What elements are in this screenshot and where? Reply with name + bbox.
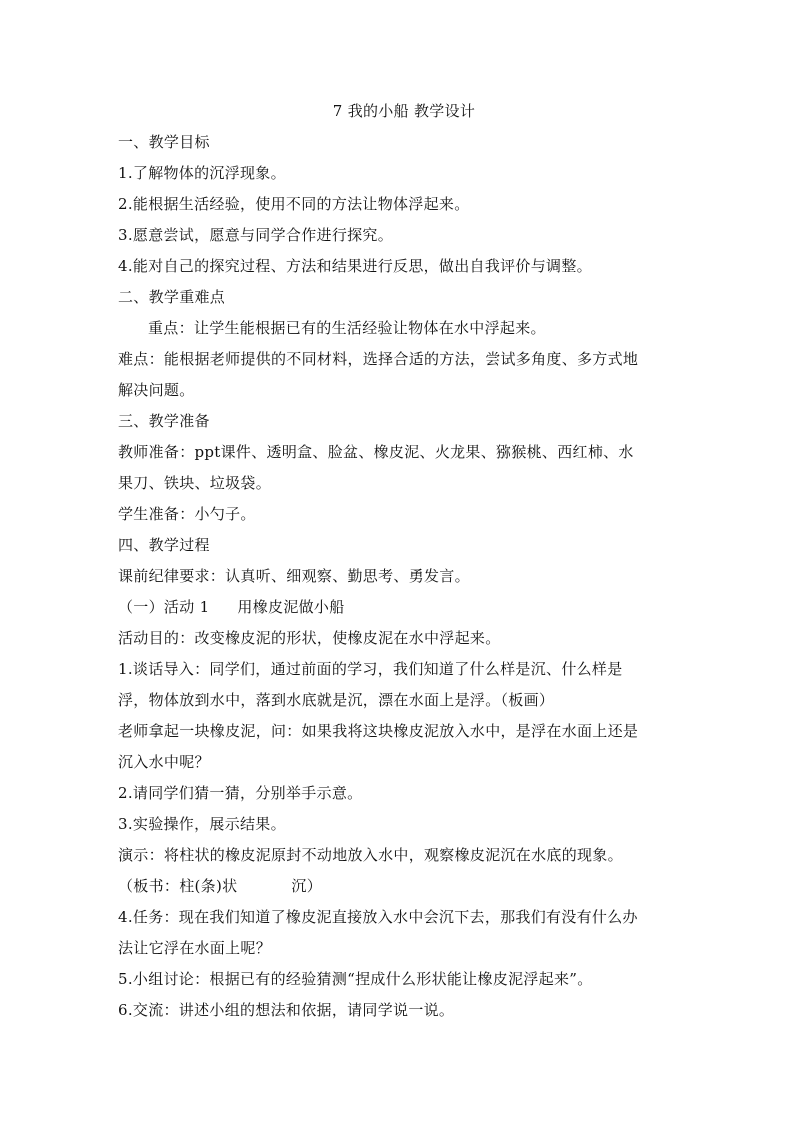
step-1-line-2: 浮，物体放到水中，落到水底就是沉，漂在水面上是浮。（板画）: [118, 691, 555, 709]
objective-item-3: 3.愿意尝试，愿意与同学合作进行探究。: [118, 226, 394, 244]
step-4-line-2: 法让它浮在水面上呢？: [118, 939, 272, 957]
discipline-requirement-text: 课前纪律要求：认真听、细观察、勤思考、勇发言。: [118, 567, 470, 585]
step-5-text: 5.小组讨论：根据已有的经验猜测“捏成什么形状能让橡皮泥浮起来”。: [118, 970, 593, 988]
step-6-text: 6.交流：讲述小组的想法和依据，请同学说一说。: [118, 1001, 455, 1019]
demonstration-text: 演示：将柱状的橡皮泥原封不动地放入水中，观察橡皮泥沉在水底的现象。: [118, 846, 623, 864]
section-heading-key-points: 二、教学重难点: [118, 288, 226, 306]
step-1-line-1: 1.谈话导入：同学们，通过前面的学习，我们知道了什么样是沉、什么样是: [118, 660, 623, 678]
board-note: [118, 871, 670, 902]
objective-item-1: 1.了解物体的沉浮现象。: [118, 164, 286, 182]
difficulty-text-line-2: 解决问题。: [118, 381, 195, 399]
step-2-text: 2.请同学们猜一猜，分别举手示意。: [118, 784, 363, 802]
document-page: [118, 96, 670, 1026]
teacher-prep-line-2: 果刀、铁块、垃圾袋。: [118, 474, 272, 492]
teacher-question-line-2: 沉入水中呢？: [118, 753, 210, 771]
objective-item-4: 4.能对自己的探究过程、方法和结果进行反思，做出自我评价与调整。: [118, 257, 592, 275]
section-heading-preparation: 三、教学准备: [118, 412, 210, 430]
student-prep-text: 学生准备：小勺子。: [118, 505, 256, 523]
activity-goal-text: 活动目的：改变橡皮泥的形状，使橡皮泥在水中浮起来。: [118, 629, 501, 647]
teacher-prep-line-1: 教师准备：ppt课件、透明盒、脸盆、橡皮泥、火龙果、猕猴桃、西红柿、水: [118, 443, 634, 461]
activity-label: （一）活动 1: [118, 598, 210, 616]
key-point-text: 重点：让学生能根据已有的生活经验让物体在水中浮起来。: [148, 319, 546, 337]
step-4-line-1: 4.任务：现在我们知道了橡皮泥直接放入水中会沉下去，那我们有没有什么办: [118, 908, 638, 926]
section-heading-objectives: 一、教学目标: [118, 133, 210, 151]
step-3-text: 3.实验操作，展示结果。: [118, 815, 286, 833]
document-title: 7 我的小船 教学设计: [332, 102, 476, 120]
board-note-result: 沉）: [291, 877, 323, 895]
difficulty-text-line-1: 难点：能根据老师提供的不同材料，选择合适的方法，尝试多角度、多方式地: [118, 350, 639, 368]
section-heading-process: 四、教学过程: [118, 536, 210, 554]
board-note-label: （板书：柱(条)状: [118, 877, 238, 895]
objective-item-2: 2.能根据生活经验，使用不同的方法让物体浮起来。: [118, 195, 470, 213]
teacher-question-line-1: 老师拿起一块橡皮泥，问：如果我将这块橡皮泥放入水中，是浮在水面上还是: [118, 722, 639, 740]
activity-heading: [118, 592, 670, 623]
activity-title: 用橡皮泥做小船: [237, 598, 345, 616]
